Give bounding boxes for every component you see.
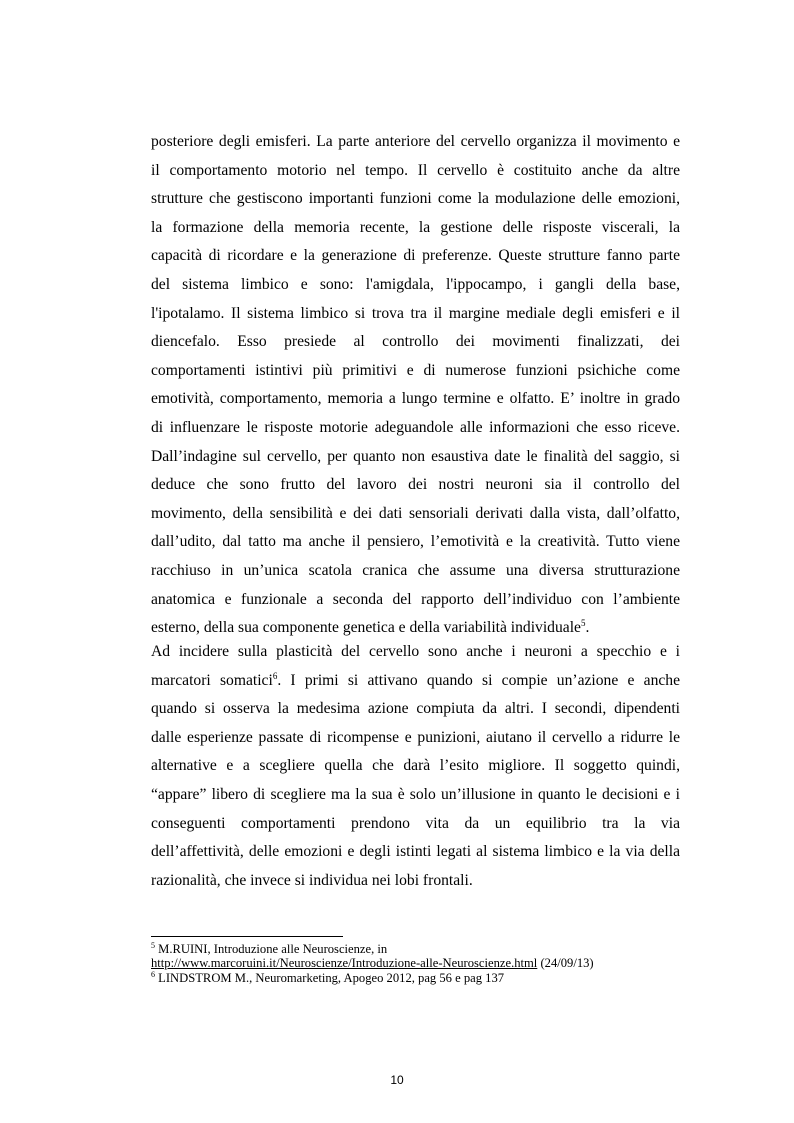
footnote-number: 6: [151, 969, 155, 979]
text-line: razionalità, che invece si individua nei lobi frontali.: [151, 871, 473, 889]
text-line: dall’udito, dal tatto ma anche il pensiero, l’emotività e la creatività. Tutto viene: [151, 533, 680, 551]
text-line: [151, 667, 680, 696]
text-line: dalle esperienze passate di ricompense e punizioni, aiutano il cervello a ridurre le: [151, 728, 680, 746]
text-line: conseguenti comportamenti prendono vita da un equilibrio tra la via: [151, 814, 680, 832]
text-line: movimento, della sensibilità e dei dati sensoriali derivati dalla vista, dall’olfatto,: [151, 504, 680, 522]
footnote-6: [151, 971, 504, 985]
text-fragment: marcatori somatici: [151, 671, 273, 689]
body-paragraph-2: [151, 638, 680, 895]
body-paragraph-1: [151, 128, 680, 643]
text-fragment: esterno, della sua componente genetica e della variabilità individuale: [151, 619, 581, 637]
page-number: 10: [390, 1073, 404, 1087]
text-line: anatomica e funzionale a seconda del rapporto dell’individuo con l’ambiente: [151, 590, 680, 608]
footnote-text: M.RUINI, Introduzione alle Neuroscienze, in: [155, 942, 388, 956]
text-line: alternative e a scegliere quella che darà l’esito migliore. Il soggetto quindi,: [151, 757, 680, 775]
text-line: comportamenti istintivi più primitivi e di numerose funzioni psichiche come: [151, 361, 680, 379]
text-line: Dall’indagine sul cervello, per quanto non esaustiva date le finalità del saggio, si: [151, 447, 680, 465]
text-line: del sistema limbico e sono: l'amigdala, l'ippocampo, i gangli della base,: [151, 275, 680, 293]
footnote-ref-5[interactable]: 5: [580, 617, 586, 628]
text-line: dell’affettività, delle emozioni e degli istinti legati al sistema limbico e la via della: [151, 843, 680, 861]
text-line: diencefalo. Esso presiede al controllo dei movimenti finalizzati, dei: [151, 333, 680, 351]
text-line: di influenzare le risposte motorie adeguandole alle informazioni che esso riceve.: [151, 418, 680, 436]
text-line: il comportamento motorio nel tempo. Il cervello è costituito anche da altre: [151, 161, 680, 179]
text-line: l'ipotalamo. Il sistema limbico si trova tra il margine mediale degli emisferi e il: [151, 304, 680, 322]
footnote-number: 5: [151, 940, 155, 950]
text-line: posteriore degli emisferi. La parte anteriore del cervello organizza il movimento e: [151, 133, 680, 150]
text-line: capacità di ricordare e la generazione di preferenze. Queste strutture fanno parte: [151, 247, 680, 265]
footnote-separator: [151, 936, 343, 937]
text-line: racchiuso in un’unica scatola cranica che assume una diversa strutturazione: [151, 561, 680, 579]
footnote-text: LINDSTROM M., Neuromarketing, Apogeo 2012, pag 56 e pag 137: [155, 971, 505, 985]
footnote-link[interactable]: http://www.marcoruini.it/Neuroscienze/Introduzione-alle-Neuroscienze.html: [151, 956, 538, 970]
text-line: deduce che sono frutto del lavoro dei nostri neuroni sia il controllo del: [151, 476, 680, 494]
footnote-5: [151, 942, 387, 956]
text-line: “appare” libero di scegliere ma la sua è solo un’illusione in quanto le decisioni e i: [151, 785, 680, 803]
text-fragment: .: [585, 619, 590, 637]
text-line: Ad incidere sulla plasticità del cervello sono anche i neuroni a specchio e i: [151, 643, 680, 660]
text-line: emotività, comportamento, memoria a lungo termine e olfatto. E’ inoltre in grado: [151, 390, 680, 408]
text-fragment: . I primi si attivano quando si compie un’azione e anche: [277, 671, 681, 689]
text-line: quando si osserva la medesima azione compiuta da altri. I secondi, dipendenti: [151, 700, 680, 718]
text-line: la formazione della memoria recente, la gestione delle risposte viscerali, la: [151, 218, 680, 236]
footnote-ref-6[interactable]: 6: [272, 670, 278, 681]
footnote-5-continuation: [151, 956, 594, 970]
footnote-date: (24/09/13): [537, 956, 594, 970]
text-line: strutture che gestiscono importanti funzioni come la modulazione delle emozioni,: [151, 190, 680, 208]
